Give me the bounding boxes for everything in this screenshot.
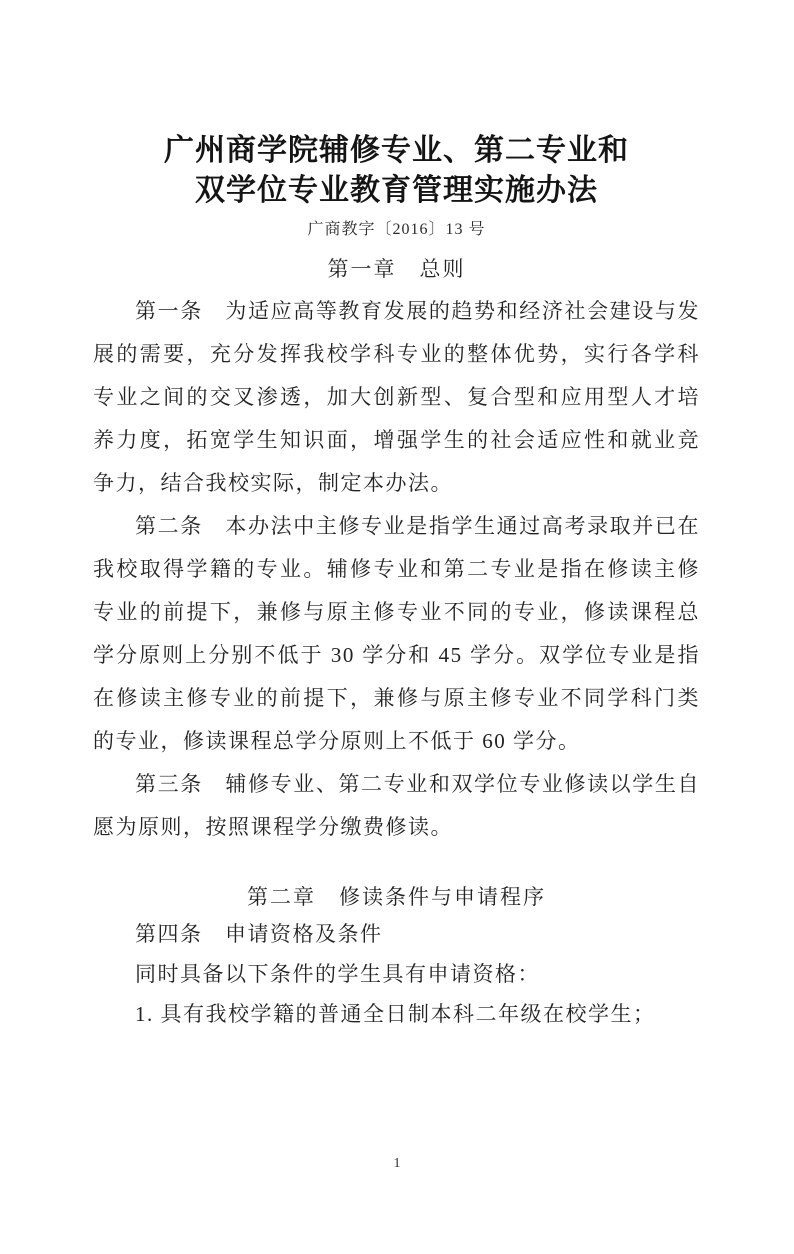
document-page xyxy=(0,131,794,1254)
page-number: 1 xyxy=(393,1156,401,1171)
chapter-1-heading: 第一章 总则 xyxy=(327,257,466,281)
chapter-2-body xyxy=(93,914,700,1034)
chapter-1-body xyxy=(93,290,700,849)
document-number: 广商教字〔2016〕13 号 xyxy=(307,221,486,238)
article-3-paragraph: 第三条 辅修专业、第二专业和双学位专业修读以学生自愿为原则，按照课程学分缴费修读。 xyxy=(93,772,700,839)
article-2-paragraph: 第二条 本办法中主修专业是指学生通过高考录取并已在我校取得学籍的专业。辅修专业和第二专业是指在修读主修专业的前提下，兼修与原主修专业不同的专业，修读课程总学分原则上分别不低于 30 学分和 45 学分。双学位专业是指在修读主修专业的前提下，兼修与原主修专业不同学科门类的专业，修读课程总学分原则上不低于 60 学分。 xyxy=(93,514,700,753)
article-4-title: 第四条 申请资格及条件 xyxy=(135,922,383,946)
document-title-line2: 双学位专业教育管理实施办法 xyxy=(195,174,598,207)
document-title-line1: 广州商学院辅修专业、第二专业和 xyxy=(164,134,629,167)
article-1-paragraph: 第一条 为适应高等教育发展的趋势和经济社会建设与发展的需要，充分发挥我校学科专业的整体优势，实行各学科专业之间的交叉渗透，加大创新型、复合型和应用型人才培养力度，拓宽学生知识面，增强学生的社会适应性和就业竞争力，结合我校实际，制定本办法。 xyxy=(93,299,700,495)
document-title xyxy=(93,131,700,211)
article-4-item-1: 1. 具有我校学籍的普通全日制本科二年级在校学生； xyxy=(135,1002,656,1026)
chapter-2-heading: 第二章 修读条件与申请程序 xyxy=(247,885,546,909)
article-4-intro: 同时具备以下条件的学生具有申请资格： xyxy=(135,962,540,986)
